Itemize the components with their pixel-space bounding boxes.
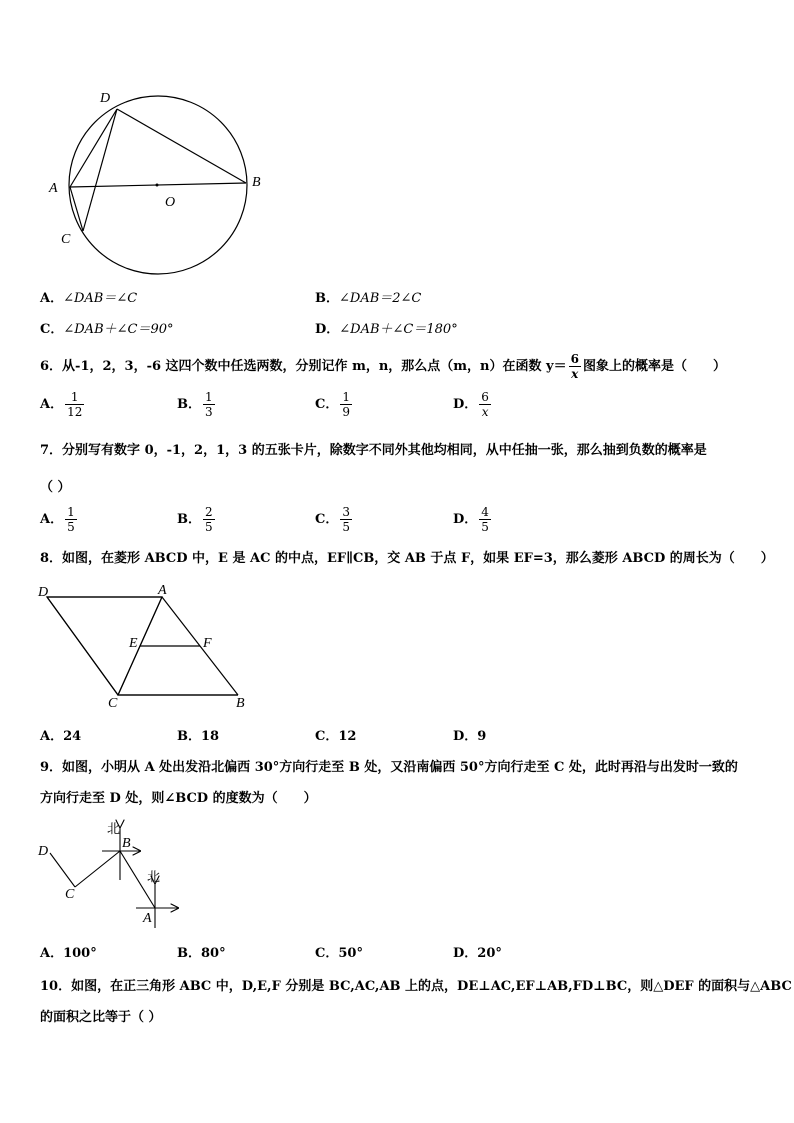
option-letter: D． [453, 729, 478, 744]
fraction-den: 5 [481, 520, 489, 534]
option-fraction [203, 390, 215, 419]
q7-option-c[interactable] [315, 505, 354, 534]
option-value: 80° [201, 946, 226, 961]
fraction-num: 1 [67, 505, 75, 519]
q5-option-b[interactable] [315, 291, 421, 307]
option-letter: C． [315, 946, 339, 961]
label-c: C [61, 232, 71, 247]
option-letter: C． [40, 322, 64, 337]
q8-option-b[interactable] [177, 729, 219, 745]
fraction-num: 1 [65, 390, 84, 405]
q5-option-c[interactable] [40, 322, 174, 338]
fraction-num: 4 [481, 505, 489, 519]
center-dot [156, 184, 159, 187]
label-o: O [165, 195, 176, 210]
rhombus-figure [30, 580, 260, 715]
q6-func-fraction [569, 352, 581, 381]
q5-option-a[interactable] [40, 291, 137, 307]
path-bc [75, 851, 120, 887]
q8-option-c[interactable] [315, 729, 356, 745]
option-fraction [479, 390, 491, 419]
label-d: D [100, 91, 111, 106]
q9-option-c[interactable] [315, 946, 363, 962]
q10-stem-line1: 10．如图，在正三角形 ABC 中，D,E,F 分别是 BC,AC,AB 上的点，DE⊥AC,EF⊥AB,FD⊥BC，则△DEF 的面积与△ABC [40, 979, 792, 994]
fraction-den: x [571, 367, 579, 381]
q6-text-before: 6．从-1，2，3，-6 这四个数中任选两数，分别记作 m，n，那么点（m，n）在函数 y＝ [40, 359, 567, 374]
q9-option-a[interactable] [40, 946, 97, 962]
option-letter: B． [177, 946, 201, 961]
option-letter: D． [315, 322, 340, 337]
q10-stem-line2: 的面积之比等于（ ） [40, 1010, 162, 1025]
q8-option-a[interactable] [40, 729, 81, 745]
option-letter: D． [453, 946, 478, 961]
q9-option-d[interactable] [453, 946, 502, 962]
option-value: 9 [477, 729, 487, 744]
option-fraction [479, 505, 491, 534]
option-expr: ∠DAB＋∠C＝90° [63, 322, 174, 337]
path-cd [50, 853, 75, 887]
option-letter: D． [453, 397, 478, 412]
q8-option-d[interactable] [453, 729, 486, 745]
label-north-a: 北 [147, 869, 161, 884]
option-value: 50° [338, 946, 363, 961]
q6-option-a[interactable] [40, 390, 86, 419]
label-d: D [38, 585, 49, 600]
option-letter: A． [40, 397, 64, 412]
q6-stem [40, 352, 726, 381]
label-c: C [108, 696, 118, 711]
fraction-den: 5 [67, 520, 75, 534]
label-a: A [49, 181, 58, 196]
label-e: E [129, 636, 138, 651]
fraction-num: 6 [570, 352, 579, 366]
option-letter: D． [453, 512, 478, 527]
option-value: 18 [201, 729, 220, 744]
option-letter: A． [40, 946, 64, 961]
fraction-den: 3 [205, 405, 213, 419]
option-letter: A． [40, 729, 64, 744]
label-north-b: 北 [107, 821, 121, 836]
label-a: A [143, 911, 152, 926]
label-a: A [158, 583, 167, 598]
q5-option-d[interactable] [315, 322, 458, 338]
fraction-den: 5 [342, 520, 350, 534]
q7-option-b[interactable] [177, 505, 217, 534]
label-f: F [203, 636, 212, 651]
q6-text-after: 图象上的概率是（ ） [582, 359, 726, 374]
q9-option-b[interactable] [177, 946, 226, 962]
option-fraction [65, 390, 84, 419]
q7-stem-line1: 7．分别写有数字 0，-1，2，1，3 的五张卡片，除数字不同外其他均相同，从中任抽一张，那么抽到负数的概率是 [40, 443, 707, 458]
q9-stem-line2: 方向行走至 D 处，则∠BCD 的度数为（ ） [40, 791, 317, 806]
label-b: B [122, 836, 131, 851]
fraction-den: 5 [205, 520, 213, 534]
option-letter: B． [177, 729, 201, 744]
option-letter: C． [315, 397, 339, 412]
option-value: 24 [63, 729, 82, 744]
q7-option-a[interactable] [40, 505, 79, 534]
option-fraction [65, 505, 77, 534]
circle-figure [40, 85, 280, 280]
fraction-num: 3 [342, 505, 350, 519]
q9-stem-line1: 9．如图，小明从 A 处出发沿北偏西 30°方向行走至 B 处，又沿南偏西 50°方向行走至 C 处，此时再沿与出发时一致的 [40, 760, 738, 775]
option-letter: C． [315, 512, 339, 527]
option-letter: B． [315, 291, 339, 306]
chord-db [117, 109, 246, 183]
q6-option-b[interactable] [177, 390, 217, 419]
q8-stem: 8．如图，在菱形 ABCD 中，E 是 AC 的中点，EF∥CB，交 AB 于点 F，如果 EF=3，那么菱形 ABCD 的周长为（ ） [40, 551, 774, 566]
fraction-den: 12 [67, 405, 83, 419]
option-letter: A． [40, 291, 64, 306]
side-dc [47, 597, 118, 695]
q7-option-d[interactable] [453, 505, 493, 534]
label-b: B [252, 175, 261, 190]
option-value: 20° [477, 946, 502, 961]
label-b: B [236, 696, 245, 711]
fraction-den: 9 [342, 405, 350, 419]
direction-figure [30, 815, 200, 930]
fraction-num: 1 [342, 390, 350, 404]
label-d: D [38, 844, 49, 859]
fraction-num: 6 [481, 390, 489, 404]
option-fraction [340, 390, 352, 419]
option-fraction [340, 505, 352, 534]
option-letter: A． [40, 512, 64, 527]
label-c: C [65, 887, 75, 902]
q7-stem-line2: （ ） [40, 480, 71, 495]
fraction-num: 2 [205, 505, 213, 519]
q6-option-c[interactable] [315, 390, 354, 419]
option-value: 12 [338, 729, 357, 744]
option-letter: C． [315, 729, 339, 744]
fraction-den: x [481, 405, 489, 419]
chord-dc [83, 109, 117, 231]
option-letter: B． [177, 512, 201, 527]
q6-option-d[interactable] [453, 390, 493, 419]
option-value: 100° [63, 946, 97, 961]
option-expr: ∠DAB＝∠C [63, 291, 138, 306]
option-letter: B． [177, 397, 201, 412]
fraction-num: 1 [205, 390, 213, 404]
option-expr: ∠DAB＝2∠C [339, 291, 422, 306]
option-expr: ∠DAB＋∠C＝180° [339, 322, 458, 337]
option-fraction [203, 505, 215, 534]
